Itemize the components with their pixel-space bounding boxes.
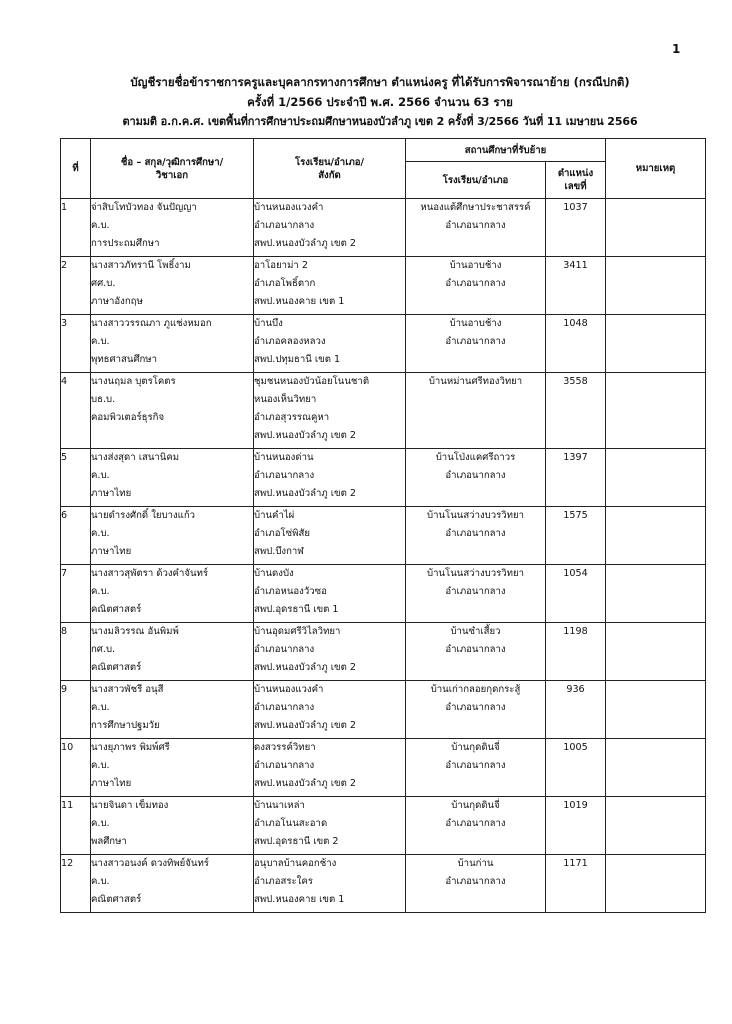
cell-name: [91, 797, 254, 855]
current-school-line: สพป.หนองบัวลำภู เขต 2: [254, 488, 356, 499]
destination-school-line: บ้านอาบช้าง: [449, 260, 502, 271]
destination-school-line: อำเภอนากลาง: [445, 818, 506, 829]
current-school-line: อำเภอโพธิ์ตาก: [254, 278, 316, 289]
destination-school-line: อำเภอนากลาง: [445, 470, 506, 481]
teacher-major: คอมพิวเตอร์ธุรกิจ: [91, 412, 165, 423]
cell-remark: [606, 797, 706, 855]
current-school-line: หนองเห็นวิทยา: [254, 394, 317, 405]
cell-remark: [606, 565, 706, 623]
row-number: 2: [61, 260, 68, 271]
cell-remark: [606, 855, 706, 913]
cell-name: [91, 315, 254, 373]
position-number: 1397: [563, 452, 588, 463]
cell-name: [91, 739, 254, 797]
cell-name: [91, 507, 254, 565]
cell-remark: [606, 315, 706, 373]
current-school-line: อำเภอนากลาง: [254, 470, 315, 481]
teacher-name: นายดำรงศักดิ์ ใยบางแก้ว: [91, 510, 196, 521]
position-number: 3558: [563, 376, 588, 387]
cell-name: [91, 449, 254, 507]
destination-school-line: อำเภอนากลาง: [445, 876, 506, 887]
table-row: [61, 797, 706, 855]
current-school-line: อำเภอหนองวัวซอ: [254, 586, 327, 597]
header-name-line-2: วิชาเอก: [155, 169, 189, 181]
cell-destination-school: [406, 507, 546, 565]
current-school-line: สพป.อุดรธานี เขต 1: [254, 604, 339, 615]
cell-no: [61, 449, 91, 507]
transfer-table: [60, 138, 706, 913]
cell-current-school: [254, 315, 406, 373]
cell-no: [61, 797, 91, 855]
cell-destination-school: [406, 623, 546, 681]
cell-no: [61, 623, 91, 681]
teacher-degree: ค.บ.: [91, 876, 110, 887]
row-number: 6: [61, 510, 68, 521]
cell-position-number: [546, 797, 606, 855]
teacher-major: ภาษาไทย: [91, 488, 132, 499]
cell-no: [61, 199, 91, 257]
destination-school-line: บ้านโนนสว่างบวรวิทยา: [427, 510, 524, 521]
header-name-line-1: ชื่อ – สกุล/วุฒิการศึกษา/: [120, 156, 224, 168]
position-number: 1048: [563, 318, 588, 329]
destination-school-line: อำเภอนากลาง: [445, 278, 506, 289]
cell-name: [91, 373, 254, 449]
cell-current-school: [254, 797, 406, 855]
current-school-line: อำเภอสระใคร: [254, 876, 313, 887]
cell-current-school: [254, 449, 406, 507]
teacher-major: การศึกษาปฐมวัย: [91, 720, 160, 731]
cell-destination-school: [406, 565, 546, 623]
current-school-line: อาโอยาม่า 2: [254, 260, 308, 271]
current-school-line: สพป.อุดรธานี เขต 2: [254, 836, 339, 847]
header-school-line-1: โรงเรียน/อำเภอ/: [294, 156, 365, 168]
cell-position-number: [546, 507, 606, 565]
cell-destination-school: [406, 739, 546, 797]
current-school-line: อำเภอนากลาง: [254, 760, 315, 771]
cell-name: [91, 855, 254, 913]
teacher-degree: ค.บ.: [91, 470, 110, 481]
current-school-line: อำเภอโนนสะอาด: [254, 818, 328, 829]
header-destination: สถานศึกษาที่รับย้าย: [406, 139, 606, 162]
cell-remark: [606, 739, 706, 797]
cell-destination-school: [406, 257, 546, 315]
cell-current-school: [254, 681, 406, 739]
heading-line-2: ครั้งที่ 1/2566 ประจำปี พ.ศ. 2566 จำนวน 63 ราย: [247, 95, 513, 109]
current-school-line: สพป.หนองบัวลำภู เขต 2: [254, 778, 356, 789]
cell-no: [61, 257, 91, 315]
teacher-degree: ค.บ.: [91, 336, 110, 347]
current-school-line: ชุมชนหนองบัวน้อยโนนชาติ: [254, 376, 370, 387]
cell-no: [61, 373, 91, 449]
teacher-major: ภาษาไทย: [91, 546, 132, 557]
teacher-name: นางมลิวรรณ อันพิมพ์: [91, 626, 179, 637]
teacher-name: นางสาวภัทรานี โพธิ์งาม: [91, 260, 191, 271]
teacher-major: พลศึกษา: [91, 836, 127, 847]
current-school-line: สพป.หนองคาย เขต 1: [254, 894, 345, 905]
row-number: 11: [61, 800, 74, 811]
teacher-name: นางสาววรรณภา ภูแช่งหมอก: [91, 318, 212, 329]
current-school-line: สพป.หนองบัวลำภู เขต 2: [254, 662, 356, 673]
table-row: [61, 623, 706, 681]
document-heading: [60, 72, 700, 132]
row-number: 12: [61, 858, 74, 869]
cell-name: [91, 257, 254, 315]
destination-school-line: บ้านโนนสว่างบวรวิทยา: [427, 568, 524, 579]
destination-school-line: บ้านก่าน: [457, 858, 494, 869]
teacher-name: นายจินดา เข็มทอง: [91, 800, 169, 811]
cell-current-school: [254, 565, 406, 623]
current-school-line: บ้านบึง: [254, 318, 283, 329]
current-school-line: สพป.หนองคาย เขต 1: [254, 296, 345, 307]
current-school-line: อำเภอสุวรรณคูหา: [254, 412, 330, 423]
cell-destination-school: [406, 449, 546, 507]
destination-school-line: บ้านกุดดินจี่: [451, 800, 500, 811]
table-row: [61, 199, 706, 257]
cell-current-school: [254, 855, 406, 913]
cell-position-number: [546, 373, 606, 449]
cell-no: [61, 739, 91, 797]
current-school-line: บ้านอุดมศรีวิไลวิทยา: [254, 626, 341, 637]
destination-school-line: บ้านโป่งแคศรีถาวร: [435, 452, 516, 463]
header-school: [254, 139, 406, 199]
cell-remark: [606, 373, 706, 449]
teacher-degree: กศ.บ.: [91, 644, 116, 655]
teacher-major: คณิตศาสตร์: [91, 894, 142, 905]
destination-school-line: อำเภอนากลาง: [445, 586, 506, 597]
destination-school-line: อำเภอนากลาง: [445, 336, 506, 347]
cell-destination-school: [406, 855, 546, 913]
cell-name: [91, 199, 254, 257]
cell-no: [61, 681, 91, 739]
cell-current-school: [254, 623, 406, 681]
cell-position-number: [546, 565, 606, 623]
teacher-major: การประถมศึกษา: [91, 238, 160, 249]
teacher-degree: ค.บ.: [91, 702, 110, 713]
row-number: 10: [61, 742, 74, 753]
cell-destination-school: [406, 797, 546, 855]
destination-school-line: อำเภอนากลาง: [445, 220, 506, 231]
current-school-line: อำเภอนากลาง: [254, 644, 315, 655]
cell-destination-school: [406, 199, 546, 257]
cell-destination-school: [406, 315, 546, 373]
cell-name: [91, 565, 254, 623]
table-row: [61, 739, 706, 797]
teacher-name: นางสาวอนงค์ ดวงทิพย์จันทร์: [91, 858, 209, 869]
position-number: 1198: [563, 626, 588, 637]
cell-current-school: [254, 739, 406, 797]
header-position-line-1: ตำแหน่ง: [557, 168, 594, 179]
cell-current-school: [254, 373, 406, 449]
row-number: 7: [61, 568, 68, 579]
row-number: 4: [61, 376, 68, 387]
header-name: [91, 139, 254, 199]
cell-position-number: [546, 623, 606, 681]
cell-remark: [606, 257, 706, 315]
cell-position-number: [546, 855, 606, 913]
current-school-line: บ้านคำไผ่: [254, 510, 295, 521]
current-school-line: สพป.บึงกาฬ: [254, 546, 304, 557]
header-position: [546, 162, 606, 199]
position-number: 1575: [563, 510, 588, 521]
table-row: [61, 855, 706, 913]
current-school-line: อนุบาลบ้านคอกช้าง: [254, 858, 337, 869]
current-school-line: บ้านดงบัง: [254, 568, 294, 579]
table-row: [61, 565, 706, 623]
header-no: ที่: [61, 139, 91, 199]
current-school-line: อำเภอโซ่พิสัย: [254, 528, 310, 539]
destination-school-line: บ้านกุดดินจี่: [451, 742, 500, 753]
cell-current-school: [254, 199, 406, 257]
cell-current-school: [254, 257, 406, 315]
cell-remark: [606, 681, 706, 739]
teacher-name: นางสาวพัชรี อนุสี: [91, 684, 164, 695]
table-row: [61, 315, 706, 373]
position-number: 3411: [563, 260, 588, 271]
destination-school-line: บ้านหม่านศรีทองวิทยา: [428, 376, 523, 387]
current-school-line: ดงสวรรค์วิทยา: [254, 742, 316, 753]
teacher-name: จ่าสิบโทบัวทอง จันปัญญา: [91, 202, 197, 213]
cell-position-number: [546, 739, 606, 797]
cell-position-number: [546, 315, 606, 373]
destination-school-line: อำเภอนากลาง: [445, 528, 506, 539]
destination-school-line: อำเภอนากลาง: [445, 760, 506, 771]
position-number: 1171: [563, 858, 588, 869]
position-number: 936: [566, 684, 585, 695]
destination-school-line: อำเภอนากลาง: [445, 702, 506, 713]
heading-line-3: ตามมติ อ.ก.ค.ศ. เขตพื้นที่การศึกษาประถมศึกษาหนองบัวลำภู เขต 2 ครั้งที่ 3/2566 วันที่ 11 เมษายน 2566: [122, 115, 638, 128]
row-number: 1: [61, 202, 68, 213]
table-row: [61, 507, 706, 565]
cell-remark: [606, 199, 706, 257]
teacher-major: คณิตศาสตร์: [91, 662, 142, 673]
current-school-line: อำเภอนากลาง: [254, 220, 315, 231]
current-school-line: สพป.ปทุมธานี เขต 1: [254, 354, 341, 365]
cell-destination-school: [406, 681, 546, 739]
cell-position-number: [546, 257, 606, 315]
teacher-name: นางยุภาพร พิมพ์ศรี: [91, 742, 170, 753]
table-row: [61, 373, 706, 449]
header-remark: หมายเหตุ: [606, 139, 706, 199]
position-number: 1054: [563, 568, 588, 579]
table-row: [61, 681, 706, 739]
teacher-degree: ศศ.บ.: [91, 278, 116, 289]
cell-remark: [606, 449, 706, 507]
current-school-line: สพป.หนองบัวลำภู เขต 2: [254, 720, 356, 731]
teacher-name: นางนฤมล บุตรโคตร: [91, 376, 176, 387]
row-number: 3: [61, 318, 68, 329]
cell-name: [91, 623, 254, 681]
current-school-line: อำเภอนากลาง: [254, 702, 315, 713]
table-row: [61, 257, 706, 315]
destination-school-line: บ้านอาบช้าง: [449, 318, 502, 329]
teacher-degree: ค.บ.: [91, 586, 110, 597]
table-row: [61, 449, 706, 507]
teacher-major: ภาษาอังกฤษ: [91, 296, 143, 307]
teacher-degree: ค.บ.: [91, 220, 110, 231]
teacher-major: ภาษาไทย: [91, 778, 132, 789]
heading-line-1: บัญชีรายชื่อข้าราชการครูและบุคลากรทางการศึกษา ตำแหน่งครู ที่ได้รับการพิจารณาย้าย (กรณีปกติ): [130, 75, 630, 89]
header-position-line-2: เลขที่: [564, 181, 587, 192]
current-school-line: สพป.หนองบัวลำภู เขต 2: [254, 238, 356, 249]
table-body: [61, 199, 706, 913]
teacher-degree: ค.บ.: [91, 528, 110, 539]
destination-school-line: บ้านซำเสี้ยว: [450, 626, 501, 637]
current-school-line: บ้านหนองแวงคำ: [254, 684, 324, 695]
current-school-line: บ้านนาเหล่า: [254, 800, 305, 811]
teacher-name: นางสาวสุพัตรา ด้วงคำจันทร์: [91, 568, 209, 579]
cell-destination-school: [406, 373, 546, 449]
position-number: 1019: [563, 800, 588, 811]
teacher-degree: บธ.บ.: [91, 394, 116, 405]
row-number: 5: [61, 452, 68, 463]
cell-remark: [606, 507, 706, 565]
destination-school-line: หนองแต้ศึกษาประชาสรรค์: [420, 202, 531, 213]
destination-school-line: บ้านเก่ากลอยกุดกระสู้: [430, 684, 521, 695]
current-school-line: บ้านหนองแวงคำ: [254, 202, 324, 213]
cell-no: [61, 315, 91, 373]
current-school-line: สพป.หนองบัวลำภู เขต 2: [254, 430, 356, 441]
cell-position-number: [546, 449, 606, 507]
header-dest-school: โรงเรียน/อำเภอ: [406, 162, 546, 199]
cell-no: [61, 855, 91, 913]
destination-school-line: อำเภอนากลาง: [445, 644, 506, 655]
cell-no: [61, 507, 91, 565]
page-number: 1: [672, 42, 681, 56]
cell-name: [91, 681, 254, 739]
teacher-major: คณิตศาสตร์: [91, 604, 142, 615]
cell-no: [61, 565, 91, 623]
teacher-degree: ค.บ.: [91, 818, 110, 829]
teacher-degree: ค.บ.: [91, 760, 110, 771]
position-number: 1005: [563, 742, 588, 753]
current-school-line: บ้านหนองด่าน: [254, 452, 314, 463]
teacher-name: นางส่งสุดา เสนานิคม: [91, 452, 180, 463]
row-number: 9: [61, 684, 68, 695]
current-school-line: อำเภอคลองหลวง: [254, 336, 326, 347]
cell-position-number: [546, 681, 606, 739]
cell-current-school: [254, 507, 406, 565]
header-school-line-2: สังกัด: [318, 169, 341, 181]
position-number: 1037: [563, 202, 588, 213]
row-number: 8: [61, 626, 68, 637]
teacher-major: พุทธศาสนศึกษา: [91, 354, 158, 365]
cell-remark: [606, 623, 706, 681]
cell-position-number: [546, 199, 606, 257]
